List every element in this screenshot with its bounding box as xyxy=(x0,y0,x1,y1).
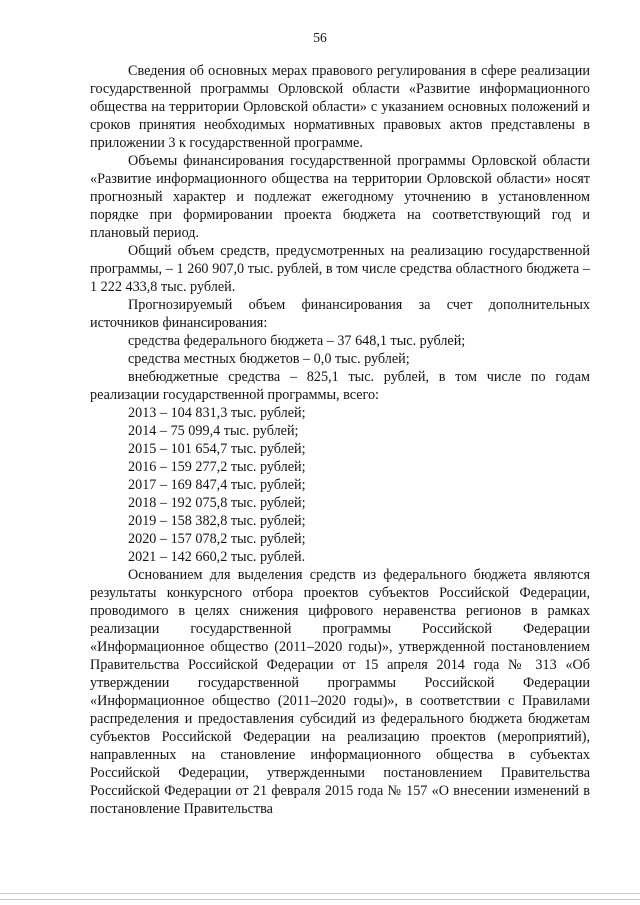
paragraph-regulation: Сведения об основных мерах правового регулирования в сфере реализации государственной программы Орловской области «Развитие информационного общества на территории Орловской области» с указанием основных положений и сроков принятия необходимых нормативных правовых актов представлены в приложении 3 к государственной программе. xyxy=(90,63,590,151)
line-local-budgets: средства местных бюджетов – 0,0 тыс. рублей; xyxy=(128,351,410,367)
paragraph-federal-basis: Основанием для выделения средств из федерального бюджета являются результаты конкурсного отбора проектов субъектов Российской Федерации, проводимого в целях снижения цифрового неравенства регионов в рамках реализации государственной программы Российской Федерации «Информационное общество (2011–2020 годы)», утвержденной постановлением Правительства Российской Федерации от 15 апреля 2014 года № 313 «Об утверждении государственной программы Российской Федерации «Информационное общество (2011–2020 годы)», в соответствии с Правилами распределения и предоставления субсидий из федерального бюджета бюджетам субъектов Российской Федерации на реализацию проектов (мероприятий), направленных на становление информационного общества в субъектах Российской Федерации, утвержденными постановлением Правительства Российской Федерации от 21 февраля 2015 года № 157 «О внесении изменений в постановление Правительства xyxy=(90,567,590,817)
document-body xyxy=(90,62,590,818)
year-line: 2015 – 101 654,7 тыс. рублей; xyxy=(128,441,306,457)
page-number: 56 xyxy=(313,30,327,45)
scan-edge-line xyxy=(0,893,640,894)
year-line: 2016 – 159 277,2 тыс. рублей; xyxy=(128,459,306,475)
paragraph-extrabudgetary: внебюджетные средства – 825,1 тыс. рублей, в том числе по годам реализации государственной программы, всего: xyxy=(90,369,590,403)
year-line: 2019 – 158 382,8 тыс. рублей; xyxy=(128,513,306,529)
scan-edge-line xyxy=(0,899,640,900)
year-line: 2020 – 157 078,2 тыс. рублей; xyxy=(128,531,306,547)
funding-by-year-list xyxy=(90,404,590,566)
paragraph-financing-volumes: Объемы финансирования государственной программы Орловской области «Развитие информационного общества на территории Орловской области» носят прогнозный характер и подлежат ежегодному уточнению в установленном порядке при формировании проекта бюджета на соответствующий год и плановый период. xyxy=(90,153,590,241)
paragraph-additional-sources: Прогнозируемый объем финансирования за счет дополнительных источников финансирования: xyxy=(90,297,590,331)
line-federal-budget: средства федерального бюджета – 37 648,1 тыс. рублей; xyxy=(128,333,466,349)
year-line: 2017 – 169 847,4 тыс. рублей; xyxy=(128,477,306,493)
year-line: 2014 – 75 099,4 тыс. рублей; xyxy=(128,423,299,439)
year-line: 2013 – 104 831,3 тыс. рублей; xyxy=(128,405,306,421)
year-line: 2018 – 192 075,8 тыс. рублей; xyxy=(128,495,306,511)
paragraph-total-funds: Общий объем средств, предусмотренных на реализацию государственной программы, – 1 260 907,0 тыс. рублей, в том числе средства областного бюджета – 1 222 433,8 тыс. рублей. xyxy=(90,243,590,295)
year-line: 2021 – 142 660,2 тыс. рублей. xyxy=(128,549,306,565)
